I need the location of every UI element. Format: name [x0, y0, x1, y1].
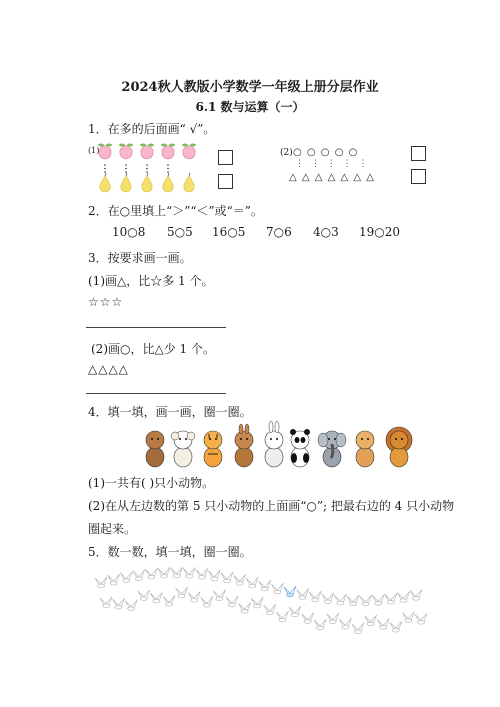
q2-compare-item-3: 16○5 — [212, 225, 246, 239]
dove-icon — [133, 570, 145, 581]
q1-dots-row: ⋮ ⋮ ⋮ ⋮ ⋮ — [295, 159, 370, 169]
dove-icon — [415, 613, 427, 624]
dove-icon — [352, 623, 364, 634]
dove-icon — [347, 595, 359, 606]
q2-prompt: 2．在○里填上“＞”“＜”或“＝”。 — [88, 204, 263, 218]
dove-icon — [234, 574, 246, 585]
pear-icon — [184, 173, 194, 192]
q3-answer-line-2[interactable] — [86, 393, 226, 394]
pear-icon — [142, 173, 152, 192]
q4-sub2-text-line2: 圈起来。 — [88, 522, 137, 536]
dove-icon — [120, 572, 132, 583]
dove-icon — [327, 613, 339, 624]
dove-icon — [188, 591, 200, 602]
q1-answer-box-2[interactable] — [218, 174, 233, 189]
q5-birds-illustration — [95, 562, 425, 624]
q4-animals-illustration — [143, 424, 419, 468]
q2-compare-item-1: 10○8 — [112, 225, 146, 239]
dove-icon — [108, 574, 120, 585]
lion-icon — [386, 427, 412, 467]
dove-icon — [397, 592, 409, 603]
dove-icon — [176, 587, 188, 598]
dove-icon — [221, 572, 233, 583]
peach-icon — [161, 144, 175, 160]
panda-icon — [290, 429, 310, 467]
dove-icon — [271, 583, 283, 594]
dove-icon — [410, 589, 422, 600]
dove-icon — [163, 595, 175, 606]
dove-icon — [276, 611, 288, 622]
pear-icon — [163, 173, 173, 192]
dove-icon — [201, 596, 213, 607]
q3-triangles: △△△△ — [88, 362, 129, 376]
dove-icon — [246, 577, 258, 588]
dove-icon — [100, 597, 112, 608]
dove-icon — [322, 593, 334, 604]
q1-part1-label: (1) — [88, 146, 100, 155]
q2-compare-item-5: 4○3 — [313, 225, 339, 239]
dotted-connector — [104, 164, 106, 173]
peach-icon — [140, 144, 154, 160]
dove-icon — [334, 594, 346, 605]
dove-icon — [171, 567, 183, 578]
dove-icon — [284, 586, 296, 597]
dove-icon — [138, 590, 150, 601]
dove-icon — [339, 618, 351, 629]
monkey-icon — [146, 431, 164, 467]
dove-icon — [402, 612, 414, 623]
dove-icon — [390, 621, 402, 632]
q3-stars: ☆☆☆ — [88, 295, 124, 309]
dove-icon — [213, 590, 225, 601]
dove-icon — [183, 567, 195, 578]
dove-icon — [314, 619, 326, 630]
elephant-icon — [318, 431, 346, 467]
kangaroo-icon — [235, 424, 253, 467]
dove-icon — [95, 577, 107, 588]
pear-icon — [100, 173, 110, 192]
dotted-connector — [125, 164, 127, 173]
peach-icon — [182, 144, 196, 160]
dove-icon — [372, 594, 384, 605]
dove-icon — [150, 592, 162, 603]
dove-icon — [309, 591, 321, 602]
q1-answer-box-1[interactable] — [218, 150, 233, 165]
q1-answer-box-3[interactable] — [411, 146, 426, 161]
q2-compare-item-4: 7○6 — [266, 225, 292, 239]
dove-icon — [113, 598, 125, 609]
page-title: 2024秋人教版小学数学一年级上册分层作业 — [121, 80, 379, 95]
q4-sub2-text-line1: (2)在从左边数的第 5 只小动物的上面画“○”; 把最右边的 4 只小动物 — [88, 499, 455, 513]
dove-icon — [158, 567, 170, 578]
q1-circles-row: ○ ○ ○ ○ ○ — [293, 147, 359, 158]
dove-icon — [145, 568, 157, 579]
q2-compare-item-2: 5○5 — [167, 225, 193, 239]
q1-part2-label: (2) — [280, 148, 293, 158]
sheep-icon — [171, 431, 195, 467]
dove-icon — [251, 597, 263, 608]
dove-icon — [302, 613, 314, 624]
dotted-connector — [167, 164, 169, 173]
q2-compare-item-6: 19○20 — [359, 225, 401, 239]
rabbit-icon — [265, 421, 283, 467]
dove-icon — [365, 615, 377, 626]
dove-icon — [385, 593, 397, 604]
cat-icon — [356, 431, 374, 467]
q5-prompt: 5．数一数，填一填，圈一圈。 — [88, 545, 252, 559]
q4-sub1-text: (1)一共有( )只小动物。 — [88, 476, 215, 490]
dove-icon — [208, 570, 220, 581]
q1-prompt: 1．在多的后面画“ √”。 — [88, 122, 216, 136]
peach-icon — [98, 144, 112, 160]
dove-icon — [289, 606, 301, 617]
q3-sub2-text: (2)画○，比△少 1 个。 — [91, 342, 215, 356]
dove-icon — [125, 600, 137, 611]
dove-icon — [226, 596, 238, 607]
q1-answer-box-4[interactable] — [411, 169, 426, 184]
dove-icon — [297, 589, 309, 600]
pear-icon — [121, 173, 131, 192]
dove-icon — [377, 618, 389, 629]
dove-icon — [239, 602, 251, 613]
q3-answer-line-1[interactable] — [86, 327, 226, 328]
peach-icon — [119, 144, 133, 160]
q3-sub1-text: (1)画△，比☆多 1 个。 — [88, 274, 214, 288]
q3-prompt: 3．按要求画一画。 — [88, 251, 192, 265]
q4-prompt: 4．填一填，画一画，圈一圈。 — [88, 405, 252, 419]
dove-icon — [264, 604, 276, 615]
q1-fruit-illustration — [95, 143, 200, 193]
dotted-connector — [146, 164, 148, 173]
section-subtitle: 6.1 数与运算（一） — [195, 100, 305, 114]
dove-icon — [196, 568, 208, 579]
q1-triangles-row: △ △ △ △ △ △ △ — [289, 172, 375, 183]
dove-icon — [360, 595, 372, 606]
tiger-icon — [204, 431, 222, 467]
dove-icon — [259, 580, 271, 591]
